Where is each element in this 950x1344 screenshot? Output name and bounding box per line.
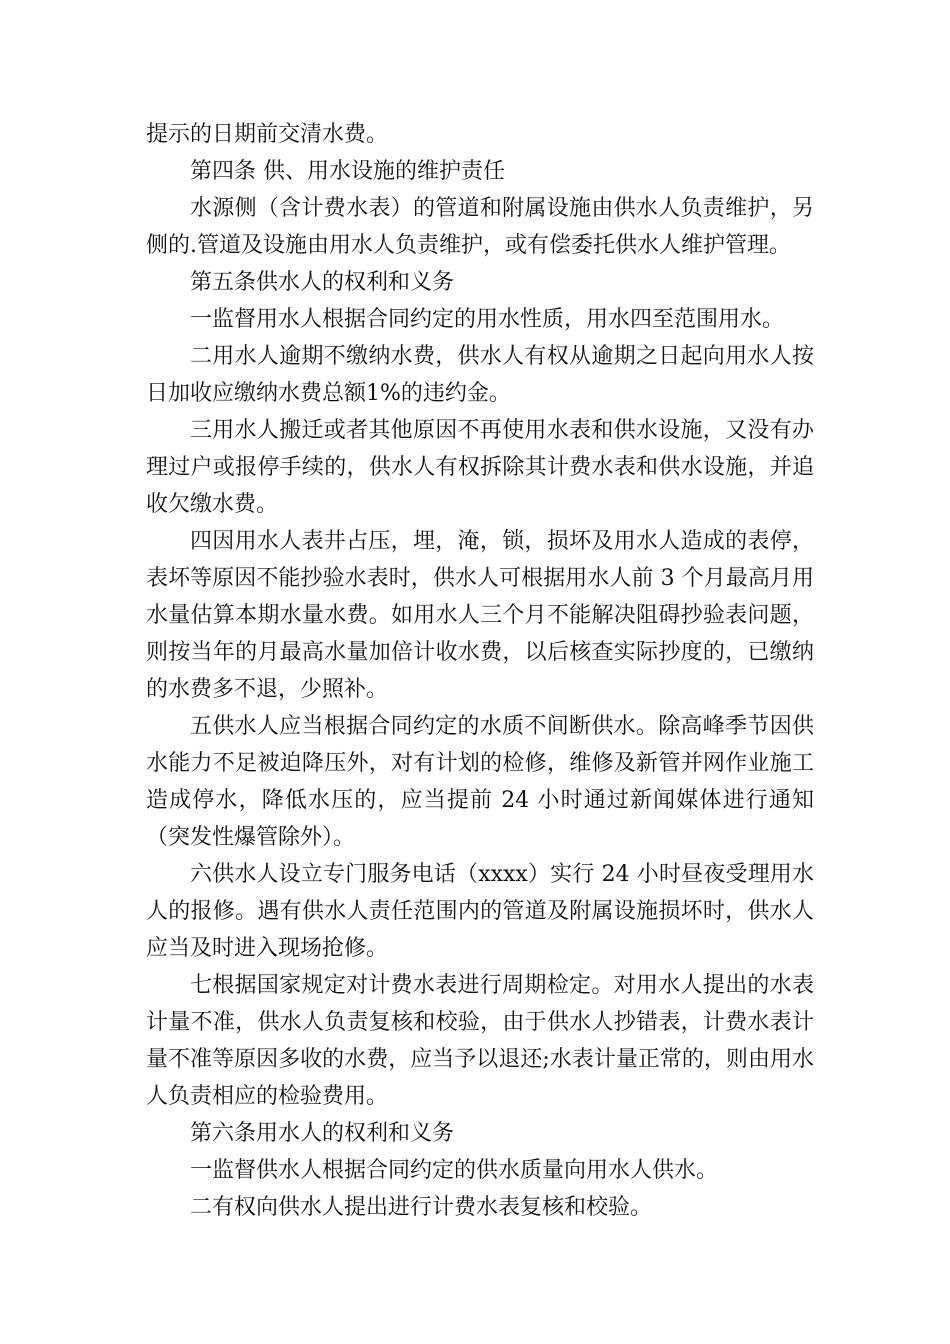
article-6-heading: 第六条用水人的权利和义务 — [190, 1121, 455, 1146]
article-4-heading: 第四条 供、用水设施的维护责任 — [190, 159, 505, 184]
paragraph-6: 三用水人搬迁或者其他原因不再使用水表和供水设施，又没有办理过户或报停手续的，供水人有权拆除其计费水表和供水设施，并追收欠缴水费。 — [146, 418, 814, 517]
paragraph-9: 六供水人设立专门服务电话（xxxx）实行 24 小时昼夜受理用水人的报修。遇有供水人责任范围内的管道及附属设施损坏时，供水人应当及时进入现场抢修。 — [146, 862, 814, 961]
paragraph-12: 一监督供水人根据合同约定的供水质量向用水人供水。 — [190, 1158, 719, 1183]
paragraph-4: 一监督用水人根据合同约定的用水性质，用水四至范围用水。 — [190, 307, 785, 332]
paragraph-8: 五供水人应当根据合同约定的水质不间断供水。除高峰季节因供水能力不足被迫降压外，对有计划的检修，维修及新管并网作业施工造成停水，降低水压的，应当提前 24 小时通过新闻媒体进行通知（突发性爆管除外）。 — [146, 714, 814, 850]
document-page — [146, 116, 814, 1226]
paragraph-0: 提示的日期前交清水费。 — [146, 122, 389, 147]
paragraph-7: 四因用水人表井占压，埋，淹，锁，损坏及用水人造成的表停，表坏等原因不能抄验水表时，供水人可根据用水人前 3 个月最高月用水量估算本期水量水费。如用水人三个月不能解决阻碍抄验表问题，则按当年的月最高水量加倍计收水费，以后核查实际抄度的，已缴纳的水费多不退，少照补。 — [146, 529, 814, 702]
paragraph-10: 七根据国家规定对计费水表进行周期检定。对用水人提出的水表计量不准，供水人负责复核和校验，由于供水人抄错表，计费水表计量不准等原因多收的水费，应当予以退还;水表计量正常的，则由用水人负责相应的检验费用。 — [146, 973, 814, 1109]
paragraph-13: 二有权向供水人提出进行计费水表复核和校验。 — [190, 1195, 653, 1220]
paragraph-2: 水源侧（含计费水表）的管道和附属设施由供水人负责维护，另侧的.管道及设施由用水人负责维护，或有偿委托供水人维护管理。 — [146, 196, 814, 258]
paragraph-5: 二用水人逾期不缴纳水费，供水人有权从逾期之日起向用水人按日加收应缴纳水费总额1%的违约金。 — [146, 344, 814, 406]
article-5-heading: 第五条供水人的权利和义务 — [190, 270, 455, 295]
